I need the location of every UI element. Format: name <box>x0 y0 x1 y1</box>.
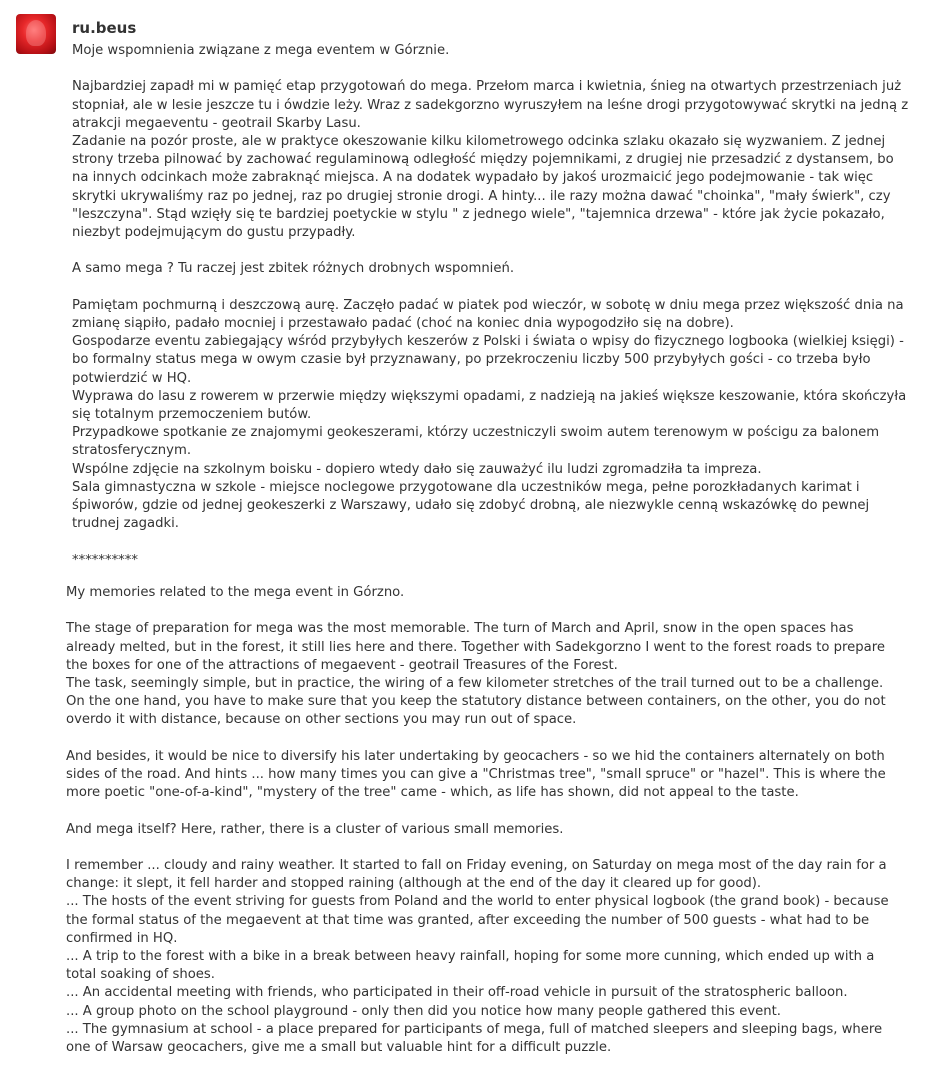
text-line: niezbyt podejmującym do gustu przypadły. <box>72 225 356 241</box>
text-line: ... A trip to the forest with a bike in a break between heavy rainfall, hoping for some more cunning, which ended up with a <box>66 949 875 964</box>
paragraph-gap <box>72 279 902 297</box>
text-line: I remember ... cloudy and rainy weather. It started to fall on Friday evening, on Saturday on mega most of the day rain for a <box>66 857 887 873</box>
text-line: And besides, it would be nice to diversify his later undertaking by geocachers - so we hid the containers alternately on both <box>66 748 885 764</box>
text-line: atrakcji megaeventu - geotrail Skarby Lasu. <box>72 115 361 131</box>
text-line: Zadanie na pozór proste, ale w praktyce okeszowanie kilku kilometrowego odcinka szlaku okazało się wyzwaniem. Z jednej <box>72 134 886 149</box>
text-line: A samo mega ? Tu raczej jest zbitek różnych drobnych wspomnień. <box>72 261 515 277</box>
text-line: Przypadkowe spotkanie ze znajomymi geokeszerami, którzy uczestniczyli swoim autem terenowym w pościgu za balonem <box>72 425 880 441</box>
text-line: Wyprawa do lasu z rowerem w przerwie między większymi opadami, z nadzieją na jakieś większe keszowanie, która skończyła <box>72 388 907 404</box>
text-line: the formal status of the megaevent at that time was granted, after exceeding the number of 500 guests - what had to be <box>66 912 870 928</box>
paragraph-gap <box>66 602 896 620</box>
text-line: śpiworów, gdzie od jednej geokeszerki z Warszawy, udało się zdobyć drobną, ale niezwykle cenną wskazówkę do pewnej <box>72 498 870 514</box>
paragraph-gap <box>72 533 902 551</box>
text-line: Pamiętam pochmurną i deszczową aurę. Zaczęło padać w piatek pod wieczór, w sobotę w dniu mega przez większość dnia na <box>72 297 904 313</box>
text-line: Sala gimnastyczna w szkole - miejsce noclegowe przygotowane dla uczestników mega, pełne porozkładanych karimat i <box>72 479 860 495</box>
paragraph-gap <box>66 730 896 748</box>
text-line: the boxes for one of the attractions of megaevent - geotrail Treasures of the Forest. <box>66 657 618 673</box>
text-line: overdo it with distance, because on other sections you may run out of space. <box>66 712 577 728</box>
text-line: Najbardziej zapadł mi w pamięć etap przygotowań do mega. Przełom marca i kwietnia, śnieg na otwartych przestrzeniach już <box>72 79 902 95</box>
text-line: na innych odcinkach może zabraknąć miejsca. A na dodatek wypadało by jakoś urozmaicić jego podejmowanie - tak więc <box>72 170 874 186</box>
text-line: confirmed in HQ. <box>66 930 178 946</box>
paragraph-gap <box>66 839 896 857</box>
text-line: total soaking of shoes. <box>66 967 215 983</box>
log-text-english <box>66 584 896 1057</box>
text-line: ... The gymnasium at school - a place prepared for participants of mega, full of matched sleepers and sleeping bags, where <box>66 1021 883 1037</box>
text-line: trudnej zagadki. <box>72 516 179 532</box>
username-link[interactable]: ru.beus <box>72 19 137 37</box>
text-line: bo formalny status mega w owym czasie był przyznawany, po przekroczeniu liczby 500 przybyłych gości - co trzeba było <box>72 352 871 368</box>
paragraph-gap <box>72 60 902 78</box>
text-line: skrytki ukrywaliśmy raz po jednej, raz po drugiej stronie drogi. A hinty... ile razy można dawać "choinka", "mały świerk", czy <box>72 188 891 204</box>
log-text-polish <box>72 42 909 570</box>
text-line: ********** <box>72 552 138 568</box>
text-line: się totalnym przemoczeniem butów. <box>72 407 312 423</box>
text-line: already melted, but in the forest, it still lies here and there. Together with Sadekgorzno I went to the forest roads to prepare <box>66 639 885 655</box>
text-line: more poetic "one-of-a-kind", "mystery of the tree" came - which, as life has shown, did not appeal to the taste. <box>66 785 799 801</box>
text-line: sides of the road. And hints ... how many times you can give a "Christmas tree", "small spruce" or "hazel". This is where the <box>66 767 886 782</box>
text-line: The stage of preparation for mega was the most memorable. The turn of March and April, snow in the open spaces has <box>66 621 854 637</box>
text-line: stopniał, ale w lesie jeszcze tu i ówdzie leży. Wraz z sadekgorzno wyruszyłem na leśne drogi przygotowywać skrytki na jedną z <box>72 97 909 113</box>
avatar-image <box>26 20 46 46</box>
text-line: zmianę siąpiło, padało mocniej i przestawało padać (choć na koniec dnia wypogodziło się na dobre). <box>72 316 734 331</box>
text-line: one of Warsaw geocachers, give me a small but valuable hint for a difficult puzzle. <box>66 1040 612 1056</box>
text-line: strony trzeba pilnować by zachować regulaminową odległość między pojemnikami, z drugiej nie przesadzić z dystansem, bo <box>72 152 894 168</box>
text-line: On the one hand, you have to make sure that you keep the statutory distance between containers, on the other, you do not <box>66 694 886 710</box>
avatar[interactable] <box>16 14 56 54</box>
text-line: ... A group photo on the school playground - only then did you notice how many people gathered this event. <box>66 1003 781 1019</box>
text-line: ... An accidental meeting with friends, who participated in their off-road vehicle in pursuit of the stratospheric balloon. <box>66 985 848 1001</box>
text-line: change: it slept, it fell harder and stopped raining (although at the end of the day it cleared up for good). <box>66 876 762 892</box>
text-line: The task, seemingly simple, but in practice, the wiring of a few kilometer stretches of the trail turned out to be a challenge. <box>66 676 884 691</box>
text-line: Moje wspomnienia związane z mega eventem w Górznie. <box>72 43 450 58</box>
paragraph-gap <box>72 242 902 260</box>
text-line: Wspólne zdjęcie na szkolnym boisku - dopiero wtedy dało się zauważyć ilu ludzi zgromadziła ta impreza. <box>72 461 762 477</box>
text-line: Gospodarze eventu zabiegający wśród przybyłych keszerów z Polski i świata o wpisy do fizycznego logbooka (wielkiej księgi) - <box>72 334 904 350</box>
text-line: ... The hosts of the event striving for guests from Poland and the world to enter physical logbook (the grand book) - because <box>66 894 889 910</box>
text-line: stratosferycznym. <box>72 443 192 459</box>
text-line: My memories related to the mega event in Górzno. <box>66 585 405 600</box>
text-line: "leszczyna". Stąd wzięły się te bardziej poetyckie w stylu " z jednego wiele", "tajemnica drzewa" - które jak życie pokazało, <box>72 206 885 222</box>
text-line: potwierdzić w HQ. <box>72 370 192 386</box>
text-line: And mega itself? Here, rather, there is a cluster of various small memories. <box>66 821 564 837</box>
paragraph-gap <box>66 802 896 820</box>
